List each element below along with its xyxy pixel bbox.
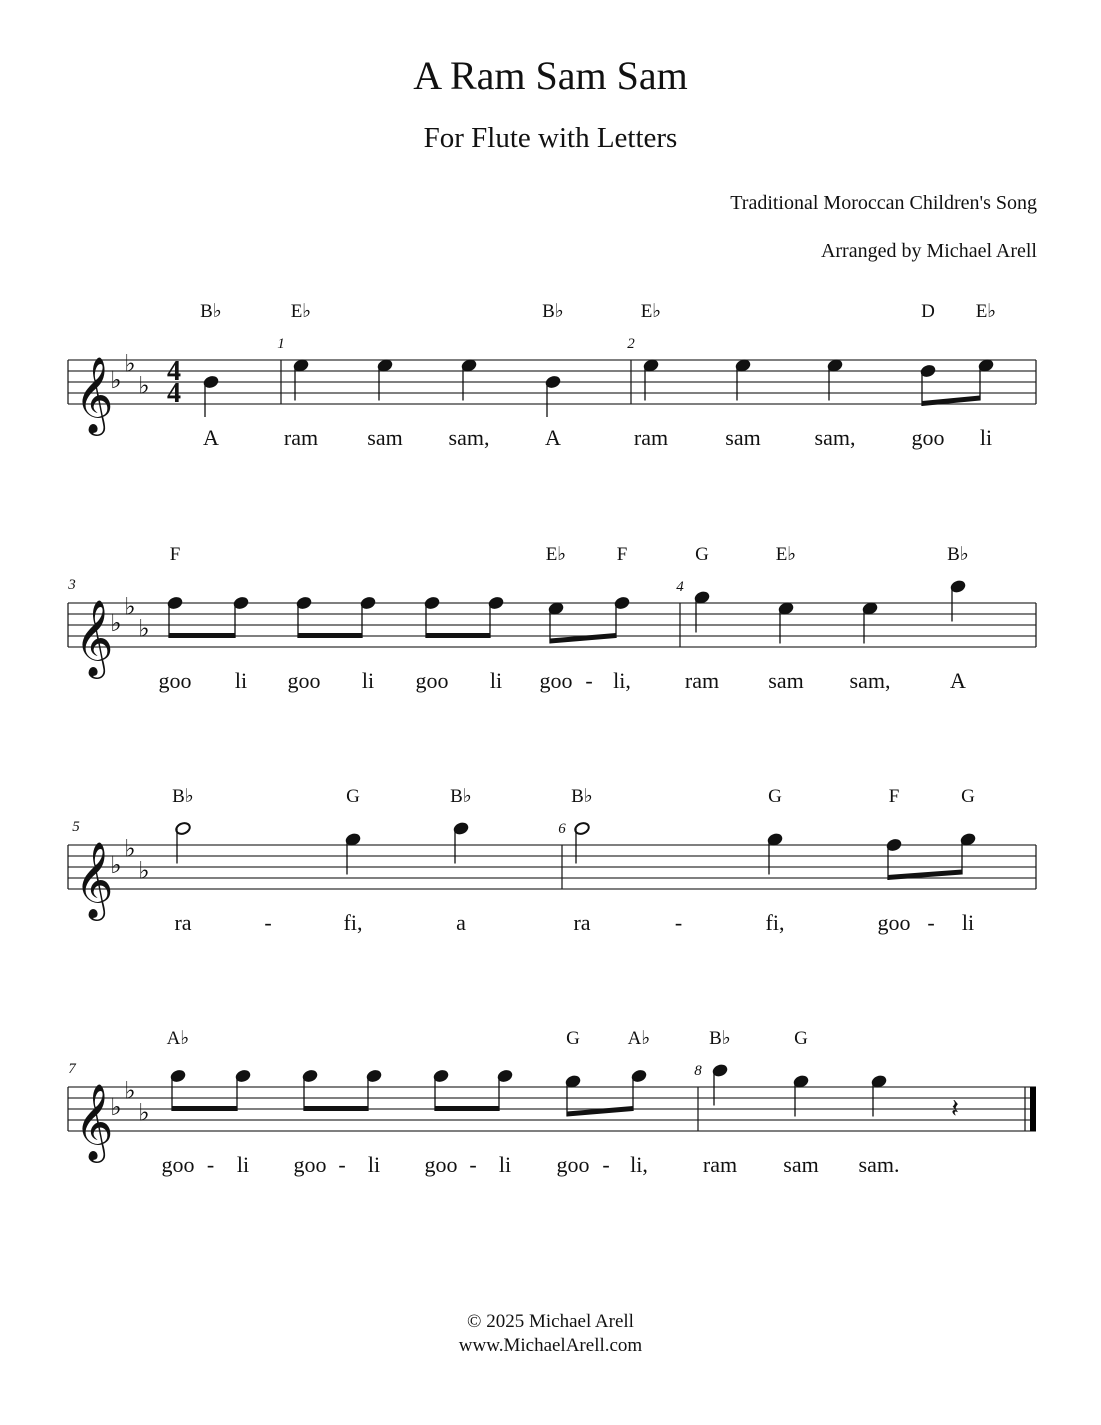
lyric-syllable: goo	[911, 425, 945, 450]
key-flat-icon: ♭	[138, 373, 150, 400]
key-flat-icon: ♭	[138, 616, 150, 643]
system-measure-number: 3	[68, 577, 76, 593]
lyric-syllable: sam	[367, 425, 403, 450]
eighth-note-beam	[435, 1106, 499, 1111]
lyric-syllable: sam	[768, 668, 804, 693]
lyric-syllable: sam,	[448, 425, 490, 450]
treble-clef-icon: 𝄞	[74, 359, 114, 432]
chord-symbol: G	[768, 786, 782, 807]
lyric-syllable: li	[234, 668, 248, 693]
chord-symbol: E♭	[545, 544, 567, 565]
eighth-note-beam	[426, 633, 490, 638]
eighth-note-beam	[169, 633, 235, 638]
lyric-hyphen: -	[674, 910, 683, 935]
measure-number: 8	[694, 1063, 702, 1079]
key-flat-icon: ♭	[138, 858, 150, 885]
eighth-note-beam	[172, 1106, 237, 1111]
chord-symbol: G	[794, 1028, 808, 1049]
lyric-syllable: li	[367, 1152, 381, 1177]
key-flat-icon: ♭	[124, 836, 136, 863]
page-subtitle: For Flute with Letters	[423, 122, 678, 154]
lyric-syllable: A	[950, 668, 966, 693]
chord-symbol: B♭	[709, 1028, 731, 1049]
lyric-syllable: fi,	[765, 910, 785, 935]
lyric-hyphen: -	[602, 1152, 610, 1177]
chord-symbol: A♭	[166, 1028, 190, 1049]
lyric-syllable: ram	[633, 425, 669, 450]
measure-number: 4	[676, 579, 684, 595]
measure-number: 2	[627, 336, 635, 352]
lyric-syllable: li,	[630, 1152, 648, 1177]
lyric-hyphen: -	[469, 1152, 477, 1177]
lyric-syllable: ram	[684, 668, 720, 693]
chord-symbol: F	[169, 544, 181, 565]
key-flat-icon: ♭	[124, 351, 136, 378]
chord-symbol: E♭	[290, 301, 312, 322]
lyric-syllable: li	[961, 910, 975, 935]
eighth-note-beam	[550, 633, 616, 644]
lyric-syllable: goo	[415, 668, 449, 693]
lyric-syllable: li,	[613, 668, 631, 693]
chord-symbol: A♭	[627, 1028, 651, 1049]
lyric-syllable: li	[498, 1152, 512, 1177]
key-flat-icon: ♭	[138, 1100, 150, 1127]
lyric-syllable: fi,	[343, 910, 363, 935]
chord-symbol: B♭	[571, 786, 593, 807]
lyric-syllable: li	[489, 668, 503, 693]
eighth-note-beam	[567, 1106, 633, 1117]
lyric-hyphen: -	[206, 1152, 215, 1177]
measure-number: 1	[277, 336, 285, 352]
website-link[interactable]: www.MichaelArell.com	[458, 1335, 643, 1356]
treble-clef-icon: 𝄞	[74, 844, 114, 917]
page-title: A Ram Sam Sam	[413, 53, 688, 98]
lyric-hyphen: -	[585, 668, 593, 693]
chord-symbol: B♭	[172, 786, 194, 807]
lyric-syllable: ram	[702, 1152, 738, 1177]
lyric-syllable: sam.	[858, 1152, 900, 1177]
quarter-rest-icon: 𝄽	[951, 1094, 959, 1123]
lyric-syllable: goo	[539, 668, 573, 693]
lyric-syllable: sam	[725, 425, 761, 450]
key-flat-icon: ♭	[110, 368, 122, 394]
time-signature-bottom: 4	[167, 378, 181, 409]
measure-number: 6	[558, 821, 566, 837]
chord-symbol: F	[616, 544, 628, 565]
key-flat-icon: ♭	[110, 1095, 122, 1121]
chord-symbol: E♭	[640, 301, 662, 322]
time-signature-top: 4	[167, 356, 181, 387]
key-flat-icon: ♭	[124, 594, 136, 621]
lyric-syllable: a	[456, 910, 466, 935]
chord-symbol: F	[888, 786, 900, 807]
lyric-syllable: li	[236, 1152, 250, 1177]
eighth-note-beam	[304, 1106, 368, 1111]
key-flat-icon: ♭	[124, 1078, 136, 1105]
chord-symbol: D	[921, 301, 935, 322]
chord-symbol: G	[346, 786, 360, 807]
treble-clef-icon: 𝄞	[74, 1086, 114, 1159]
chord-symbol: B♭	[947, 544, 969, 565]
chord-symbol: E♭	[975, 301, 997, 322]
chord-symbol: B♭	[542, 301, 564, 322]
lyric-hyphen: -	[927, 910, 935, 935]
chord-symbol: B♭	[200, 301, 222, 322]
system-measure-number: 5	[72, 819, 80, 835]
lyric-syllable: goo	[293, 1152, 327, 1177]
chord-symbol: B♭	[450, 786, 472, 807]
lyric-syllable: sam,	[849, 668, 891, 693]
lyric-hyphen: -	[264, 910, 272, 935]
lyric-syllable: goo	[287, 668, 321, 693]
lyric-syllable: sam,	[814, 425, 856, 450]
lyric-syllable: goo	[161, 1152, 195, 1177]
treble-clef-icon: 𝄞	[74, 602, 114, 675]
system-measure-number: 7	[68, 1061, 76, 1077]
composer-credit: Traditional Moroccan Children's Song	[730, 192, 1037, 214]
lyric-syllable: goo	[877, 910, 911, 935]
key-flat-icon: ♭	[110, 611, 122, 637]
lyric-syllable: li	[361, 668, 375, 693]
eighth-note-beam	[298, 633, 362, 638]
lyric-hyphen: -	[338, 1152, 346, 1177]
chord-symbol: E♭	[775, 544, 797, 565]
final-barline-thick	[1030, 1087, 1036, 1131]
lyric-syllable: ra	[174, 910, 192, 935]
lyric-syllable: goo	[424, 1152, 458, 1177]
copyright-notice: © 2025 Michael Arell	[467, 1311, 634, 1332]
chord-symbol: G	[695, 544, 709, 565]
chord-symbol: G	[566, 1028, 580, 1049]
chord-symbol: G	[961, 786, 975, 807]
lyric-syllable: ram	[283, 425, 319, 450]
lyric-syllable: A	[203, 425, 219, 450]
arranger-credit: Arranged by Michael Arell	[820, 240, 1037, 262]
key-flat-icon: ♭	[110, 853, 122, 879]
lyric-syllable: goo	[556, 1152, 590, 1177]
lyric-syllable: ra	[573, 910, 591, 935]
lyric-syllable: sam	[783, 1152, 819, 1177]
lyric-syllable: goo	[158, 668, 192, 693]
lyric-syllable: A	[545, 425, 561, 450]
lyric-syllable: li	[979, 425, 993, 450]
